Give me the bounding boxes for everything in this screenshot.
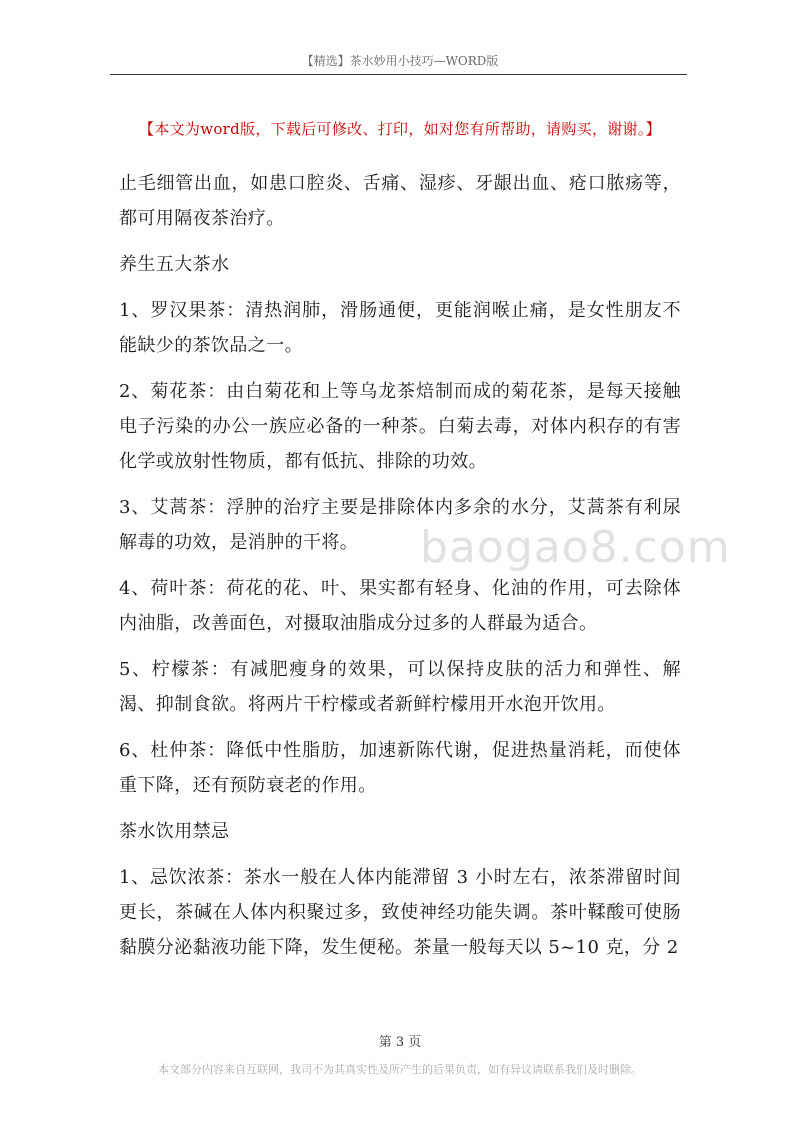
section-heading: 茶水饮用禁忌 [119, 821, 230, 842]
paragraph: 6、杜仲茶：降低中性脂肪，加速新陈代谢，促进热量消耗，而使体重下降，还有预防衰老的作用。 [119, 740, 681, 796]
paragraph: 2、菊花茶：由白菊花和上等乌龙茶焙制而成的菊花茶，是每天接触电子污染的办公一族应必备的一种茶。白菊去毒，对体内积存的有害化学或放射性物质，都有低抗、排除的功效。 [119, 381, 681, 472]
page-number: 第 3 页 [378, 1035, 422, 1050]
paragraph: 4、荷叶茶：荷花的花、叶、果实都有轻身、化油的作用，可去除体内油脂，改善面色，对摄取油脂成分过多的人群最为适合。 [119, 578, 681, 634]
page-header: 【精选】茶水妙用小技巧—WORD版 [301, 54, 499, 68]
paragraph: 3、艾蒿茶：浮肿的治疗主要是排除体内多余的水分，艾蒿茶有利尿解毒的功效，是消肿的干将。 [119, 497, 681, 553]
purchase-notice: 【本文为word版，下载后可修改、打印，如对您有所帮助，请购买，谢谢。】 [139, 120, 661, 138]
disclaimer-footer: 本文部分内容来自互联网，我司不为其真实性及所产生的后果负责，如有异议请联系我们及时删除。 [158, 1063, 642, 1076]
header-divider [110, 74, 687, 75]
paragraph: 1、忌饮浓茶：茶水一般在人体内能滞留 3 小时左右，浓茶滞留时间更长，茶碱在人体内积聚过多，致使神经功能失调。茶叶鞣酸可使肠黏膜分泌黏液功能下降，发生便秘。茶量一般每天以 5~10 克，分 2 [119, 867, 681, 958]
paragraph: 5、柠檬茶：有减肥瘦身的效果，可以保持皮肤的活力和弹性、解渴、抑制食欲。将两片干柠檬或者新鲜柠檬用开水泡开饮用。 [119, 659, 681, 715]
paragraph: 1、罗汉果茶：清热润肺，滑肠通便，更能润喉止痛，是女性朋友不能缺少的茶饮品之一。 [119, 300, 681, 356]
watermark: baogao8.com [420, 522, 731, 573]
paragraph: 止毛细管出血，如患口腔炎、舌痛、湿疹、牙龈出血、疮口脓疡等，都可用隔夜茶治疗。 [119, 173, 681, 229]
section-heading: 养生五大茶水 [119, 254, 230, 275]
